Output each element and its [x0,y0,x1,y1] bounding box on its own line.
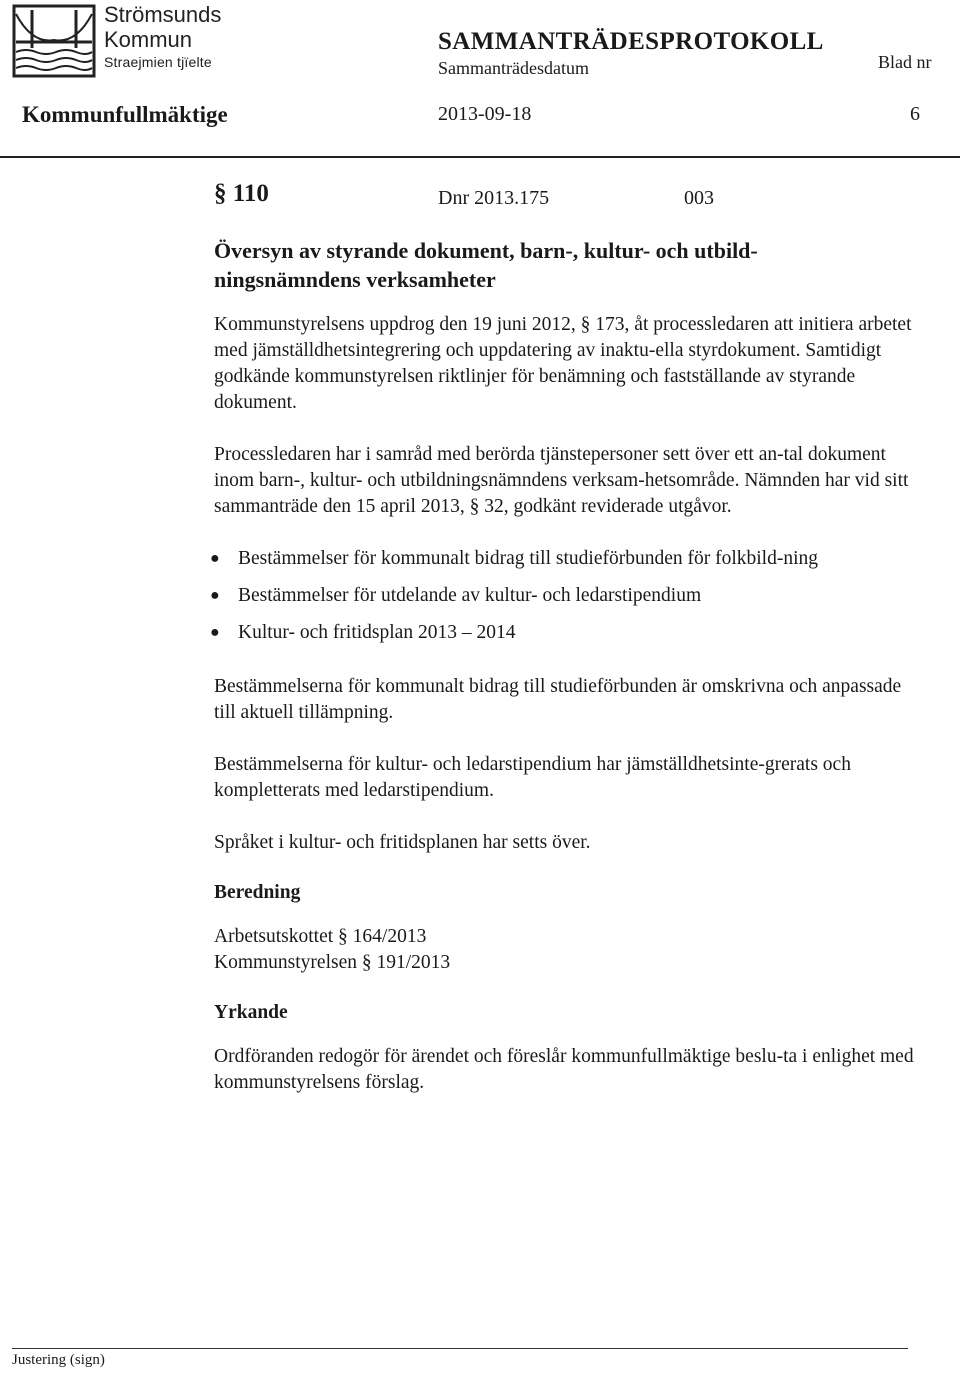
body-paragraph: Språket i kultur- och fritidsplanen har setts över. [214,832,591,853]
list-item-text: Bestämmelser för kommunalt bidrag till studieförbunden för folkbild-ning [238,548,819,569]
yrkande-heading: Yrkande [214,1002,288,1023]
logo [12,2,252,80]
list-item-text: Kultur- och fritidsplan 2013 – 2014 [238,622,516,643]
paragraph-header [214,180,914,208]
justering-label: Justering (sign) [12,1352,105,1368]
section-symbol: § [214,180,227,207]
diary-number: Dnr 2013.175 [438,187,550,209]
logo-name-line1: Strömsunds [104,2,222,27]
bullet-icon: ● [210,624,220,641]
body-name: Kommunfullmäktige [22,102,228,127]
list-item [210,620,914,646]
meeting-date: 2013-09-18 [438,103,532,125]
bridge-emblem-icon [12,4,96,78]
page-label: Blad nr [878,52,932,72]
document-body [210,180,914,1122]
logo-name-line2: Kommun [104,27,193,52]
reference-line: Arbetsutskottet § 164/2013 [214,926,427,947]
document-type: SAMMANTRÄDESPROTOKOLL [438,28,824,55]
footer-divider [12,1348,908,1349]
bullet-icon: ● [210,550,220,567]
yrkande-paragraph: Ordföranden redogör för ärendet och föreslår kommunfullmäktige beslu-ta i enlighet med kommunstyrelsens förslag. [214,1046,914,1093]
logo-tagline: Straejmien tjïelte [104,54,212,70]
list-item-text: Bestämmelser för utdelande av kultur- och ledarstipendium [238,585,702,606]
item-title: Översyn av styrande dokument, barn-, kultur- och utbild-ningsnämndens verksamheter [214,238,758,292]
bullet-icon: ● [210,587,220,604]
body-paragraph: Kommunstyrelsens uppdrog den 19 juni 2012, § 173, åt processledaren att initiera arbetet med jämställdhetsintegrering och uppdatering av inaktu-ella styrdokument. Samtidigt godkände kommunstyrelsen riktlinjer för benämning och fastställande av styrande dokument. [214,314,912,413]
paragraph-number: 110 [232,180,269,207]
header-divider [0,156,960,158]
body-paragraph: Bestämmelserna för kommunalt bidrag till studieförbunden är omskrivna och anpassade till aktuell tillämpning. [214,676,902,723]
beredning-references [214,924,914,976]
reference-line: Kommunstyrelsen § 191/2013 [214,952,451,973]
beredning-heading: Beredning [214,882,301,903]
logo-text [104,2,221,72]
body-paragraph: Processledaren har i samråd med berörda tjänstepersoner sett över ett an-tal dokument inom barn-, kultur- och utbildningsnämndens verksam-hetsområde. Nämnden har vid sitt sammanträde den 15 april 2013, § 32, godkänt reviderade utgåvor. [214,444,909,517]
classification-code: 003 [684,187,714,209]
list-item [210,583,914,609]
body-paragraph: Bestämmelserna för kultur- och ledarstipendium har jämställdhetsinte-grerats och kompletterats med ledarstipendium. [214,754,851,801]
list-item [210,546,914,572]
bullet-list [210,546,914,646]
page-number: 6 [910,103,920,125]
date-label: Sammanträdesdatum [438,58,589,78]
